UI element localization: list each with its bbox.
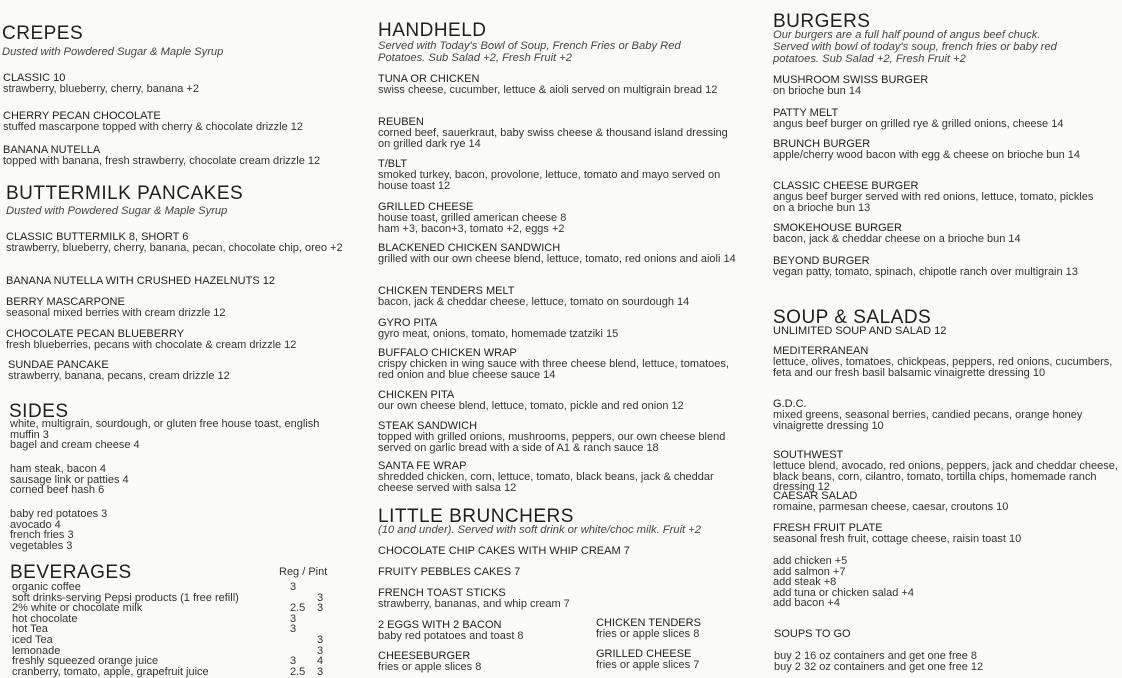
pancakes-subtitle: Dusted with Powdered Sugar & Maple Syrup <box>6 205 228 217</box>
item-name: GRILLED CHEESE <box>596 648 692 660</box>
menu-item <box>378 202 743 234</box>
menu-item <box>378 74 743 96</box>
menu-item <box>378 348 743 380</box>
item-desc: seasonal mixed berries with cream drizzle 12 <box>6 307 226 319</box>
burgers-title: BURGERS <box>773 11 871 32</box>
menu-item <box>773 450 1121 493</box>
item-name: FRESH FRUIT PLATE <box>773 522 883 534</box>
item-name: T/BLT <box>378 158 408 170</box>
menu-item <box>773 75 1108 97</box>
beverage-price-reg: 3 <box>290 655 297 668</box>
beverages-title: BEVERAGES <box>10 562 132 583</box>
menu-item <box>378 461 743 493</box>
item-name: PATTY MELT <box>773 107 839 119</box>
soups-to-go-title: SOUPS TO GO <box>774 628 851 640</box>
pancakes-title: BUTTERMILK PANCAKES <box>6 183 244 204</box>
item-name: BLACKENED CHICKEN SANDWICH <box>378 242 561 254</box>
menu-item <box>3 111 368 133</box>
item-desc: fries or apple slices 8 <box>378 661 482 673</box>
handheld-subtitle: Served with Today's Bowl of Soup, French Fries or Baby Red Potatoes. Sub Salad +2, Fresh Fruit +2 <box>378 40 681 64</box>
burgers-subtitle: Our burgers are a full half pound of angus beef chuck. Served with bowl of today's soup, french fries or baby red potatoes. Sub Salad +2, Fresh Fruit +2 <box>773 29 1057 65</box>
crepes-title: CREPES <box>2 23 84 44</box>
menu-item <box>3 73 368 95</box>
beverage-price-pint: 3 <box>317 665 324 678</box>
beverage-price-reg: 2.5 <box>290 602 306 615</box>
menu-item <box>378 117 743 149</box>
item-desc: strawberry, blueberry, cherry, banana +2 <box>3 83 199 95</box>
item-desc: angus beef burger served with red onions, lettuce, tomato, pickles on a brioche bun 13 <box>773 191 1094 214</box>
beverage-price-reg: 3 <box>290 612 297 625</box>
handheld-title: HANDHELD <box>378 20 487 41</box>
little-subtitle: (10 and under). Served with soft drink or white/choc milk. Fruit +2 <box>378 524 702 536</box>
item-desc: bacon, jack & cheddar cheese on a brioche bun 14 <box>773 233 1021 245</box>
menu-item <box>378 421 743 453</box>
item-name: 2 EGGS WITH 2 BACON <box>378 619 502 631</box>
menu-item <box>378 567 520 578</box>
item-name: BRUNCH BURGER <box>773 138 871 150</box>
item-desc: baby red potatoes and toast 8 <box>378 630 524 642</box>
menu-item <box>773 139 1108 161</box>
item-name: GYRO PITA <box>378 317 438 329</box>
beverage-price-pint: 4 <box>317 655 324 668</box>
item-name: BANANA NUTELLA WITH CRUSHED HAZELNUTS 12 <box>6 275 275 287</box>
menu-item <box>6 297 356 319</box>
menu-item <box>378 651 588 673</box>
item-desc: smoked turkey, bacon, provolone, lettuce, tomato and mayo served on house toast 12 <box>378 169 721 192</box>
menu-item <box>773 256 1108 278</box>
beverage-name: freshly squeezed orange juice <box>12 655 159 668</box>
soups-subtitle: UNLIMITED SOUP AND SALAD 12 <box>773 325 947 337</box>
item-desc: corned beef, sauerkraut, baby swiss cheese & thousand island dressing on grilled dark rye 14 <box>378 127 728 150</box>
item-desc: bacon, jack & cheddar cheese, lettuce, tomato on sourdough 14 <box>378 296 690 308</box>
item-name: TUNA OR CHICKEN <box>378 73 480 85</box>
item-desc: topped with grilled onions, mushrooms, peppers, our own cheese blend served on garlic bread with a side of A1 & ranch sauce 18 <box>378 431 726 454</box>
menu-item <box>6 232 356 254</box>
item-desc: on brioche bun 14 <box>773 85 862 97</box>
item-name: CHICKEN PITA <box>378 389 455 401</box>
soups-title: SOUP & SALADS <box>773 307 932 328</box>
item-desc: mixed greens, seasonal berries, candied pecans, orange honey vinaigrette dressing 10 <box>773 409 1083 432</box>
item-desc: seasonal fresh fruit, cottage cheese, raisin toast 10 <box>773 533 1022 545</box>
item-desc: angus beef burger on grilled rye & grilled onions, cheese 14 <box>773 118 1064 130</box>
item-desc: apple/cherry wood bacon with egg & cheese on brioche bun 14 <box>773 149 1080 161</box>
item-desc: our own cheese blend, lettuce, tomato, pickle and red onion 12 <box>378 400 684 412</box>
beverages-price-header: Reg / Pint <box>279 566 328 578</box>
menu-item <box>773 399 1121 431</box>
item-name: CLASSIC CHEESE BURGER <box>773 180 919 192</box>
item-name: G.D.C. <box>773 398 807 410</box>
item-name: CHICKEN TENDERS MELT <box>378 285 515 297</box>
menu-item <box>773 523 1121 545</box>
beverage-name: soft drinks-serving Pepsi products (1 free refill) <box>12 591 239 604</box>
beverage-name: hot Tea <box>12 623 48 636</box>
item-name: GRILLED CHEESE <box>378 201 474 213</box>
menu-item <box>378 390 743 412</box>
item-name: SANTA FE WRAP <box>378 460 467 472</box>
beverage-name: 2% white or chocolate milk <box>12 602 143 615</box>
item-desc: crispy chicken in wing sauce with three cheese blend, lettuce, tomatoes, red onion and blue cheese sauce 14 <box>378 358 729 381</box>
beverage-name: iced Tea <box>12 634 53 646</box>
item-desc: fresh blueberries, pecans with chocolate & cream drizzle 12 <box>6 339 297 351</box>
item-desc: grilled with our own cheese blend, lettuce, tomato, red onions and aioli 14 <box>378 253 736 265</box>
menu-item <box>596 618 756 640</box>
salad-addons: add chicken +5 add salmon +7 add steak +8 add tuna or chicken salad +4 add bacon +4 <box>773 555 914 609</box>
item-name: CAESAR SALAD <box>773 490 858 502</box>
menu-item <box>773 108 1108 130</box>
item-desc: lettuce, olives, tomatoes, chickpeas, peppers, red onions, cucumbers, feta and our fresh basil balsamic vinaigrette dressing 10 <box>773 356 1113 379</box>
beverage-price-reg: 3 <box>290 581 297 593</box>
item-name: CHICKEN TENDERS <box>596 617 701 629</box>
menu-item <box>596 649 756 671</box>
item-name: MUSHROOM SWISS BURGER <box>773 74 929 86</box>
item-name: SMOKEHOUSE BURGER <box>773 222 902 234</box>
menu-item <box>3 145 371 167</box>
beverage-row <box>12 635 342 646</box>
sides-group: ham steak, bacon 4 sausage link or patties 4 corned beef hash 6 <box>10 463 129 496</box>
item-name: BERRY MASCARPONE <box>6 296 125 308</box>
item-name: CLASSIC 10 <box>3 72 66 84</box>
item-name: BEYOND BURGER <box>773 255 870 267</box>
menu-item <box>378 159 743 191</box>
item-desc: topped with banana, fresh strawberry, chocolate cream drizzle 12 <box>3 155 321 167</box>
beverage-row <box>12 624 342 635</box>
item-desc: vegan patty, tomato, spinach, chipotle ranch over multigrain 13 <box>773 266 1078 278</box>
sides-group: white, multigrain, sourdough, or gluten free house toast, english muffin 3 bagel and cream cheese 4 <box>10 418 320 451</box>
menu-item <box>8 360 358 382</box>
beverage-price-pint: 3 <box>317 602 324 615</box>
item-name: CHOCOLATE CHIP CAKES WITH WHIP CREAM 7 <box>378 545 630 557</box>
beverage-price-pint: 3 <box>317 634 324 646</box>
beverage-price-reg: 2.5 <box>290 665 306 678</box>
item-name: STEAK SANDWICH <box>378 420 478 432</box>
beverage-name: organic coffee <box>12 581 81 593</box>
item-name: BUFFALO CHICKEN WRAP <box>378 347 517 359</box>
item-name: MEDITERRANEAN <box>773 345 869 357</box>
item-desc: fries or apple slices 8 <box>596 628 700 640</box>
item-name: FRENCH TOAST STICKS <box>378 587 506 599</box>
item-desc: strawberry, blueberry, cherry, banana, pecan, chocolate chip, oreo +2 <box>6 242 343 254</box>
item-desc: fries or apple slices 7 <box>596 659 700 671</box>
item-name: CHOCOLATE PECAN BLUEBERRY <box>6 328 185 340</box>
menu-item <box>378 620 588 642</box>
menu-item <box>378 546 630 557</box>
item-name: SOUTHWEST <box>773 449 844 461</box>
item-desc: romaine, parmesan cheese, caesar, croutons 10 <box>773 501 1009 513</box>
item-desc: house toast, grilled american cheese 8 ham +3, bacon+3, tomato +2, eggs +2 <box>378 212 567 235</box>
item-desc: lettuce blend, avocado, red onions, peppers, jack and cheddar cheese, black beans, corn, cilantro, tomato, tortilla chips, homemade ranch dressing 12 <box>773 460 1118 493</box>
soups-to-go-offers: buy 2 16 oz containers and get one free 8 buy 2 32 oz containers and get one free 12 <box>774 650 984 673</box>
little-title: LITTLE BRUNCHERS <box>378 506 574 527</box>
item-desc: shredded chicken, corn, lettuce, tomato, black beans, jack & cheddar cheese served with salsa 12 <box>378 471 714 494</box>
item-name: REUBEN <box>378 116 424 128</box>
item-desc: swiss cheese, cucumber, lettuce & aioli served on multigrain bread 12 <box>378 84 718 96</box>
beverage-name: lemonade <box>12 644 61 657</box>
menu-item <box>773 346 1121 378</box>
item-desc: strawberry, banana, pecans, cream drizzle 12 <box>8 370 230 382</box>
menu-item <box>378 588 738 610</box>
sides-group: baby red potatoes 3 avocado 4 french fries 3 vegetables 3 <box>10 508 108 552</box>
menu-item <box>6 276 356 287</box>
beverage-price-pint: 3 <box>317 591 324 604</box>
item-desc: gyro meat, onions, tomato, homemade tzatziki 15 <box>378 328 619 340</box>
menu-item <box>378 318 743 340</box>
item-name: CHERRY PECAN CHOCOLATE <box>3 110 161 122</box>
item-desc: stuffed mascarpone topped with cherry & chocolate drizzle 12 <box>3 121 304 133</box>
item-name: CLASSIC BUTTERMILK 8, SHORT 6 <box>6 231 189 243</box>
menu-item <box>773 181 1108 213</box>
item-name: BANANA NUTELLA <box>3 144 101 156</box>
item-desc: strawberry, bananas, and whip cream 7 <box>378 598 570 610</box>
menu-item <box>6 329 356 351</box>
item-name: CHEESEBURGER <box>378 650 471 662</box>
beverage-price-pint: 3 <box>317 644 324 657</box>
crepes-subtitle: Dusted with Powdered Sugar & Maple Syrup <box>2 46 224 58</box>
beverage-price-reg: 3 <box>290 623 297 636</box>
beverage-name: hot chocolate <box>12 612 78 625</box>
sides-title: SIDES <box>9 401 69 422</box>
beverage-name: cranberry, tomato, apple, grapefruit juice <box>12 665 209 678</box>
menu-item <box>378 243 743 265</box>
menu-item <box>378 286 743 308</box>
item-name: FRUITY PEBBLES CAKES 7 <box>378 566 521 578</box>
menu-item <box>773 491 1121 513</box>
menu-item <box>773 223 1108 245</box>
item-name: SUNDAE PANCAKE <box>8 359 109 371</box>
